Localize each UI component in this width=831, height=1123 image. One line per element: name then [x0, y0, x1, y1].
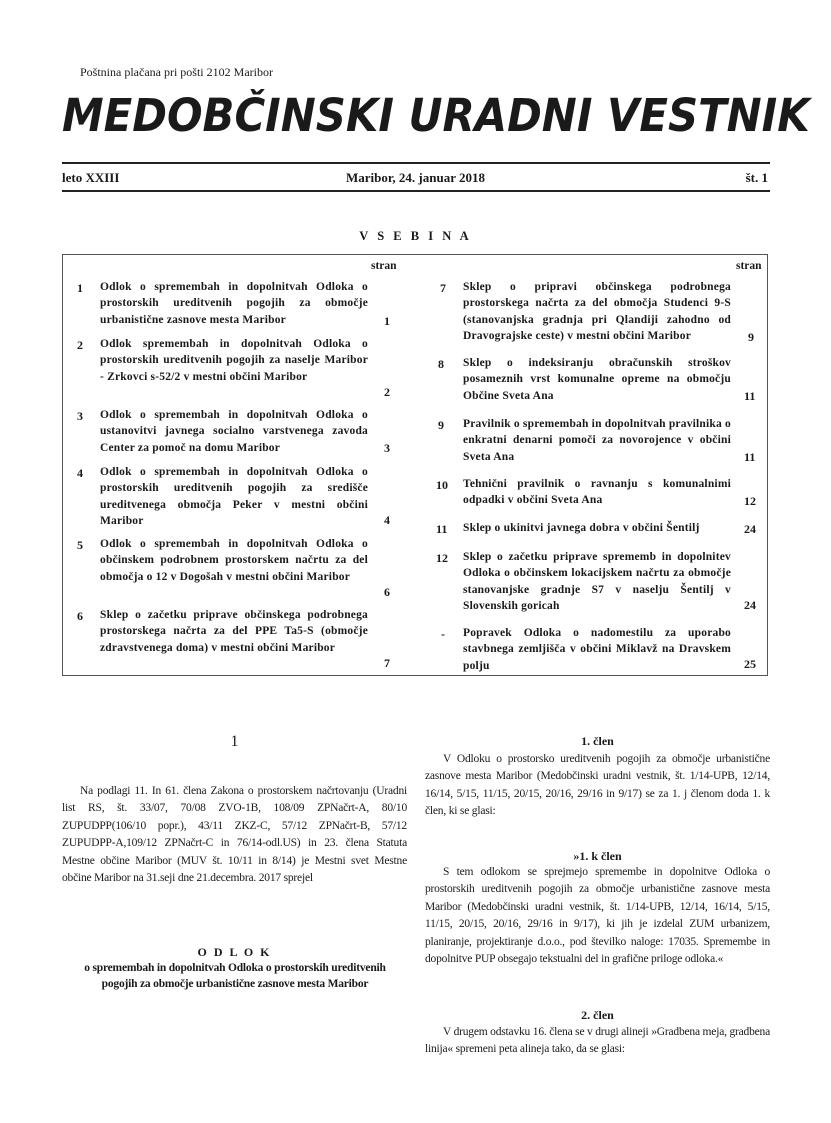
- article-1-heading: 1. člen: [581, 734, 614, 748]
- toc-entry-title: Sklep o ukinitvi javnega dobra v občini Šentilj: [463, 522, 700, 534]
- toc-entry-number: 3: [77, 409, 83, 423]
- toc-entry-title: Sklep o začetku priprave sprememb in dopolnitev Odloka o občinskem lokacijskem načrtu za območje stanovanjske gradnje S7 v naselju Šentilj v Slovenskih goricah: [463, 551, 731, 612]
- toc-entry-page: 24: [744, 598, 756, 612]
- toc-entry-number: 2: [77, 338, 83, 352]
- toc-entry-page: 11: [744, 389, 756, 403]
- toc-entry-number: 10: [436, 478, 448, 492]
- page-column-label-left: stran: [371, 260, 397, 272]
- toc-entry-number: -: [441, 627, 445, 641]
- toc-entry-title: Sklep o začetku priprave občinskega podrobnega prostorskega načrta za del PPE Ta5-S (območje zdravstvenega doma) v mestni občini Maribor: [100, 609, 368, 654]
- toc-entry-page: 1: [384, 314, 390, 328]
- toc-entry-title: Odlok o spremembah in dopolnitvah Odloka o prostorskih ureditvenih pogojih za središče ureditvenega območja Peker v mestni občini Maribor: [100, 466, 368, 527]
- toc-entry-page: 25: [744, 657, 756, 671]
- preamble-text: Na podlagi 11. In 61. člena Zakona o prostorskem načrtovanju (Uradni list RS, št. 33/07, 70/08 ZVO-1B, 108/09 ZPNačrt-A, 80/10 ZUPUDPP(106/10 popr.), 43/11 ZKZ-C, 57/12 ZPNačrt-B, 57/12 ZUPUDPP-A,109/12 ZPNačrt-C in 76/14-odl.US) in 23. člena Statuta Mestne občine Maribor (MUV št. 10/11 in 8/14) je Mestni svet Mestne občine Maribor na 31.seji dne 21.decembra. 2017 sprejel: [62, 785, 407, 885]
- toc-entry-number: 11: [436, 522, 448, 536]
- toc-entry-number: 9: [438, 418, 444, 432]
- toc-entry-title: Popravek Odloka o nadomestilu za uporabo stavbnega zemljišča v občini Miklavž na Dravskem polju: [463, 627, 731, 672]
- toc-entry-page: 11: [744, 450, 756, 464]
- toc-entry-number: 5: [77, 538, 83, 552]
- article-2-text: V drugem odstavku 16. člena se v drugi alineji »Gradbena meja, gradbena linija« spremeni peta alineja tako, da se glasi:: [425, 1026, 770, 1056]
- header-rule-bottom: [62, 190, 770, 192]
- toc-entry-page: 12: [744, 494, 756, 508]
- decree-subject: o spremembah in dopolnitvah Odloka o prostorskih ureditvenih pogojih za območje urbanistične zasnove mesta Maribor: [84, 962, 386, 990]
- header-rule-top: [62, 162, 770, 164]
- contents-heading: V S E B I N A: [359, 229, 472, 243]
- toc-entry-number: 12: [436, 551, 448, 565]
- toc-entry-page: 6: [384, 585, 390, 599]
- toc-entry-page: 2: [384, 385, 390, 399]
- publication-title: MEDOBČINSKI URADNI VESTNIK: [62, 89, 810, 142]
- toc-entry-number: 1: [77, 281, 83, 295]
- toc-entry-page: 24: [744, 522, 756, 536]
- decree-type: O D L O K: [197, 945, 272, 959]
- toc-entry-title: Odlok o spremembah in dopolnitvah Odloka o občinskem podrobnem prostorskem načrtu za del območja o 12 v Dogošah v mestni občini Maribor: [100, 538, 368, 583]
- toc-entry-page: 4: [384, 513, 390, 527]
- page-column-label-right: stran: [736, 260, 762, 272]
- toc-entry-title: Sklep o indeksiranju obračunskih stroškov posameznih vrst komunalne opreme na območju Občine Sveta Ana: [463, 357, 731, 402]
- toc-entry-title: Pravilnik o spremembah in dopolnitvah pravilnika o enkratni denarni pomoči za novorojence v občini Sveta Ana: [463, 418, 731, 463]
- article-1k-text: S tem odlokom se sprejmejo spremembe in dopolnitve Odloka o prostorskih ureditvenih pogojih za območje urbanistične zasnove mesta Maribor (Medobčinski uradni vestnik, št. 1/14-UPB, 12/14, 16/14, 5/15, 11/15, 20/15, 20/16, 29/16 in 9/17), ki jih je izdelal ZUM urbanizem, planiranje, projektiranje d.o.o., pod številko naloge: 17035. Spremembe in dopolnitve PUP obsegajo tekstualni del in grafične priloge odloka.«: [425, 866, 770, 966]
- toc-entry-page: 7: [384, 656, 390, 670]
- toc-entry-title: Tehnični pravilnik o ravnanju s komunalnimi odpadki v občini Sveta Ana: [463, 478, 731, 507]
- issue-date: Maribor, 24. januar 2018: [345, 170, 486, 185]
- toc-entry-title: Odlok o spremembah in dopolnitvah Odloka o ustanovitvi javnega socialno varstvenega zavoda Center za pomoč na domu Maribor: [100, 409, 368, 454]
- toc-entry-number: 6: [77, 609, 83, 623]
- toc-entry-title: Odlok o spremembah in dopolnitvah Odloka o prostorskih ureditvenih pogojih za območje urbanistične zasnove mesta Maribor: [100, 281, 368, 326]
- article-2-heading: 2. člen: [581, 1008, 614, 1022]
- toc-entry-number: 8: [438, 357, 444, 371]
- article-1k-heading: »1. k člen: [573, 849, 622, 863]
- postage-note: Poštnina plačana pri pošti 2102 Maribor: [80, 65, 273, 79]
- toc-entry-title: Odlok spremembah in dopolnitvah Odloka o prostorskih ureditvenih pogojih za naselje Maribor - Zrkovci s-52/2 v mestni občini Maribor: [100, 338, 368, 383]
- toc-entry-number: 4: [77, 466, 83, 480]
- toc-entry-page: 3: [384, 441, 390, 455]
- toc-entry-page: 9: [748, 330, 754, 344]
- toc-entry-title: Sklep o pripravi občinskega podrobnega prostorskega načrta za del območja Studenci 9-S (stanovanjska gradnja pri Qlandiji zahodno od Dravograjske ceste) v mestni občini Maribor: [463, 281, 731, 342]
- article-1-text: V Odloku o prostorsko ureditvenih pogojih za območje urbanistične zasnove mesta Maribor (Medobčinski uradni vestnik, št. 1/14-UPB, 12/14, 16/14, 5/15, 11/15, 20/15, 20/16, 29/16 in 9/17) se za 1. j členom doda 1. k člen, ki se glasi:: [425, 753, 770, 818]
- toc-entry-number: 7: [440, 281, 446, 295]
- issue-number: št. 1: [745, 170, 768, 185]
- article-number: 1: [230, 733, 239, 750]
- issue-year: leto XXIII: [62, 170, 120, 185]
